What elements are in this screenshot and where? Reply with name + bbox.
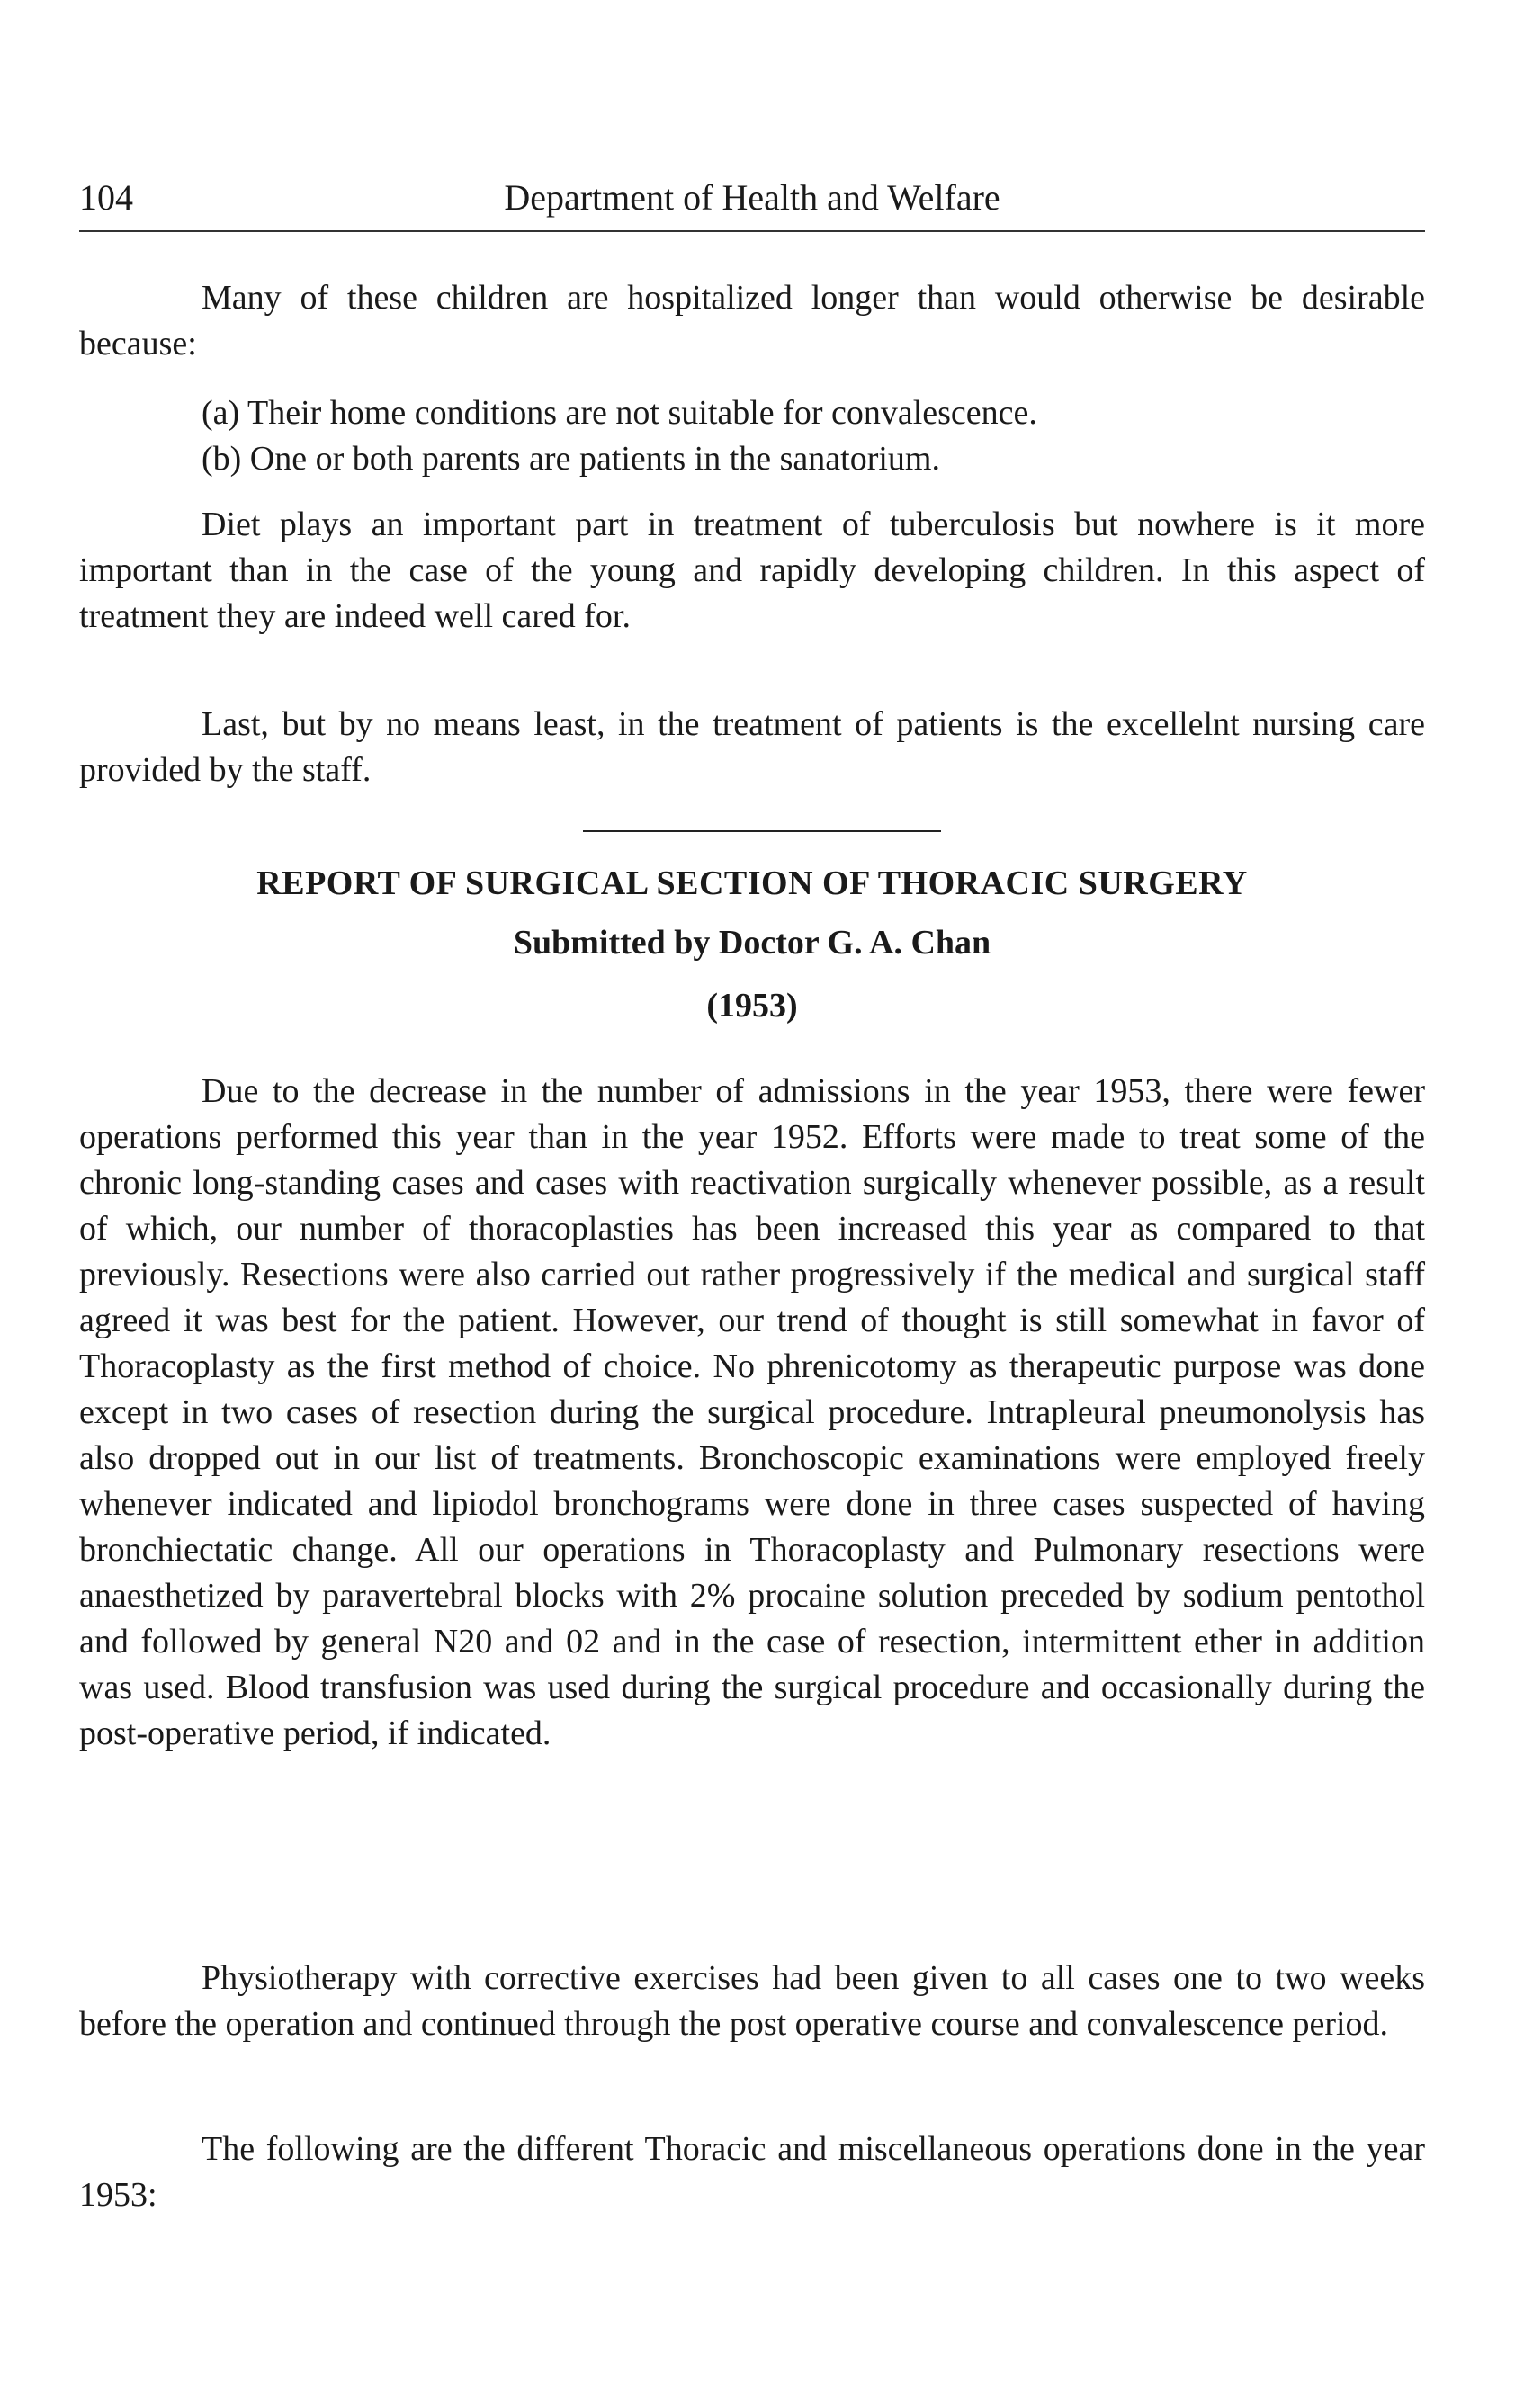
intro-paragraph-1: Many of these children are hospitalized longer than would otherwise be desirable because: (79, 279, 1425, 363)
report-paragraph-2: Physiotherapy with corrective exercises had been given to all cases one to two weeks before the operation and continued through the post operative course and convalescence period. (79, 1959, 1425, 2043)
report-author: Submitted by Doctor G. A. Chan (513, 924, 991, 962)
report-paragraph-1: Due to the decrease in the number of admissions in the year 1953, there were fewer operations performed this year than in the year 1952. Efforts were made to treat some of the chronic long-standing cases and cases with reactivation surgically whenever possible, as a result of which, our number of thoracoplasties has been increased this year as compared to that previously. Resections were also carried out rather progressively if the medical and surgical staff agreed it was best for the patient. However, our trend of thought is still somewhat in favor of Thoracoplasty as the first method of choice. No phrenicotomy as therapeutic purpose was done except in two cases of resection during the surgical procedure. Intrapleural pneumonolysis has also dropped out in our list of treatments. Bronchoscopic examinations were employed freely whenever indicated and lipiodol bronchograms were done in three cases suspected of having bronchiectatic change. All our operations in Thoracoplasty and Pulmonary resections were anaesthetized by paravertebral blocks with 2% procaine solution preceded by sodium pentothol and followed by general N20 and 02 and in the case of resection, intermittent ether in addition was used. Blood transfusion was used during the surgical procedure and occasionally during the post-operative period, if indicated. (79, 1072, 1425, 1752)
report-paragraph-3: The following are the different Thoracic and miscellaneous operations done in the year 1953: (79, 2130, 1425, 2214)
list-item: (b) One or both parents are patients in the sanatorium. (202, 440, 940, 478)
report-title: REPORT OF SURGICAL SECTION OF THORACIC SURGERY (256, 864, 1248, 902)
section-divider (583, 830, 941, 832)
page-number: 104 (79, 177, 133, 218)
report-year: (1953) (706, 987, 798, 1025)
running-head (79, 176, 1425, 219)
list-item: (a) Their home conditions are not suitable for convalescence. (202, 394, 1037, 432)
intro-paragraph-2: Diet plays an important part in treatment of tuberculosis but nowhere is it more important than in the case of the young and rapidly developing children. In this aspect of treatment they are indeed well cared for. (79, 506, 1425, 635)
running-title: Department of Health and Welfare (504, 177, 1000, 218)
header-rule (79, 230, 1425, 232)
reasons-list (202, 390, 1425, 482)
intro-paragraph-3: Last, but by no means least, in the treatment of patients is the excellelnt nursing care provided by the staff. (79, 705, 1425, 789)
